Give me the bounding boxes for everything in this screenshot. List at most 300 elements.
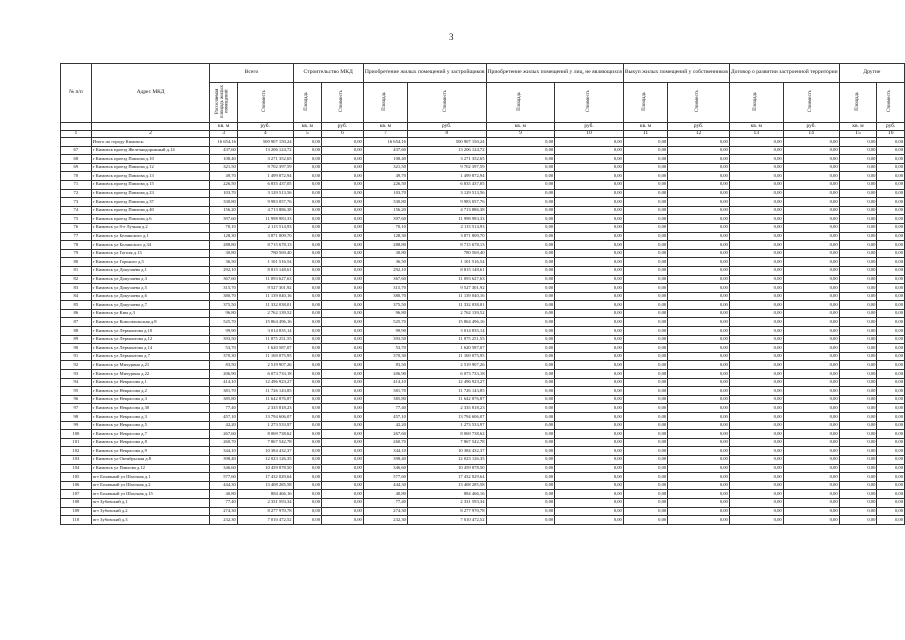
cell-n: 108 — [61, 498, 92, 507]
cell-c6: 0,00 — [322, 249, 364, 258]
cell-zero: 0,00 — [783, 275, 839, 284]
cell-zero: 0,00 — [729, 258, 783, 267]
cell-a5: 0,00 — [293, 481, 321, 490]
cell-a3: 226,50 — [210, 180, 237, 189]
cell-addr: пгт Бохавный ул Шахтная д.15 — [91, 490, 210, 499]
cell-zero: 0,00 — [668, 378, 730, 387]
cell-zero: 0,00 — [877, 498, 905, 507]
cell-zero: 0,00 — [783, 361, 839, 370]
cell-zero: 0,00 — [839, 198, 877, 207]
table-row — [61, 223, 905, 232]
header-no: № п/п — [61, 64, 92, 123]
cell-a5: 0,00 — [293, 404, 321, 413]
cell-c4: 11 332 038,01 — [237, 301, 293, 310]
column-number-row — [61, 130, 905, 138]
cell-zero: 0,00 — [729, 473, 783, 482]
cell-c4: 1 101 516,54 — [237, 258, 293, 267]
cell-zero: 0,00 — [729, 481, 783, 490]
cell-c4: 17 432 029,64 — [237, 473, 293, 482]
cell-zero: 0,00 — [839, 516, 877, 525]
cell-a3: 128,30 — [210, 232, 237, 241]
cell-n: 71 — [61, 180, 92, 189]
cell-c6: 0,00 — [322, 430, 364, 439]
cell-zero: 0,00 — [486, 498, 555, 507]
cell-zero: 0,00 — [486, 455, 555, 464]
cell-zero: 0,00 — [668, 516, 730, 525]
cell-addr: г Кимовск проезд Павлова д.12 — [91, 163, 210, 172]
cell-zero: 0,00 — [623, 155, 667, 164]
cell-zero: 0,00 — [668, 455, 730, 464]
cell-c8: 2 335 818,23 — [407, 404, 486, 413]
subheader-cost: Стоимость — [237, 83, 293, 123]
cell-zero: 0,00 — [555, 430, 624, 439]
subheader-cost: Стоимость — [783, 83, 839, 123]
cell-a7: 393,50 — [363, 335, 407, 344]
cell-c4: 2 331 593,34 — [237, 498, 293, 507]
cell-zero: 0,00 — [668, 163, 730, 172]
cell-zero: 0,00 — [729, 344, 783, 353]
cell-n: 68 — [61, 155, 92, 164]
cell-c8: 3 871 809,70 — [407, 232, 486, 241]
cell-zero: 0,00 — [839, 241, 877, 250]
cell-a3: 457,10 — [210, 413, 237, 422]
table-row — [61, 180, 905, 189]
cell-c8: 1 499 872,94 — [407, 172, 486, 181]
cell-c6: 0,00 — [322, 223, 364, 232]
cell-n: 74 — [61, 206, 92, 215]
cell-zero: 0,00 — [555, 172, 624, 181]
cell-zero: 0,00 — [555, 421, 624, 430]
cell-c8: 11 726 143,85 — [407, 387, 486, 396]
cell-c8: 15 864 496,16 — [407, 318, 486, 327]
cell-zero: 0,00 — [486, 344, 555, 353]
cell-c6: 0,00 — [322, 498, 364, 507]
cell-zero: 0,00 — [877, 327, 905, 336]
cell-zero: 0,00 — [729, 413, 783, 422]
cell-zero: 0,00 — [877, 258, 905, 267]
cell-zero: 0,00 — [623, 198, 667, 207]
cell-zero: 0,00 — [555, 223, 624, 232]
cell-c6: 0,00 — [322, 361, 364, 370]
cell-c8: 13 794 606,07 — [407, 413, 486, 422]
cell-zero: 0,00 — [555, 163, 624, 172]
cell-zero: 0,00 — [555, 206, 624, 215]
cell-zero: 0,00 — [623, 395, 667, 404]
cell-zero: 0,00 — [839, 206, 877, 215]
table-row — [61, 292, 905, 301]
cell-c6: 0,00 — [322, 344, 364, 353]
subheader-area: Площадь — [486, 83, 555, 123]
cell-a3: 156,20 — [210, 206, 237, 215]
cell-zero: 0,00 — [486, 318, 555, 327]
cell-n: 102 — [61, 447, 92, 456]
cell-zero: 0,00 — [783, 292, 839, 301]
cell-c6: 0,00 — [322, 481, 364, 490]
table-row — [61, 438, 905, 447]
cell-zero: 0,00 — [783, 507, 839, 516]
cell-zero: 0,00 — [783, 378, 839, 387]
cell-zero: 0,00 — [486, 413, 555, 422]
cell-zero: 0,00 — [623, 223, 667, 232]
column-number: 2 — [91, 130, 210, 138]
cell-c8: 7 010 472,52 — [407, 516, 486, 525]
cell-n: 78 — [61, 241, 92, 250]
cell-n: 93 — [61, 370, 92, 379]
cell-c6: 0,00 — [322, 146, 364, 155]
cell-zero: 0,00 — [623, 275, 667, 284]
cell-zero: 0,00 — [783, 266, 839, 275]
cell-c6: 0,00 — [322, 404, 364, 413]
cell-c6: 0,00 — [322, 189, 364, 198]
cell-c4: 9 527 301,92 — [237, 284, 293, 293]
cell-zero: 0,00 — [839, 146, 877, 155]
cell-zero: 0,00 — [877, 284, 905, 293]
cell-zero: 0,00 — [783, 327, 839, 336]
cell-zero: 0,00 — [555, 490, 624, 499]
cell-a5: 0,00 — [293, 241, 321, 250]
cell-c4: 11 726 143,85 — [237, 387, 293, 396]
table-row — [61, 241, 905, 250]
cell-zero: 0,00 — [783, 447, 839, 456]
table-row — [61, 352, 905, 361]
cell-zero: 0,00 — [486, 370, 555, 379]
cell-a7: 375,50 — [363, 301, 407, 310]
cell-zero: 0,00 — [839, 378, 877, 387]
cell-zero: 0,00 — [668, 370, 730, 379]
table-row — [61, 413, 905, 422]
cell-a3: 414,10 — [210, 378, 237, 387]
cell-zero: 0,00 — [668, 387, 730, 396]
unit-sqm: кв. м — [363, 123, 407, 131]
cell-c8: 1 620 587,07 — [407, 344, 486, 353]
cell-zero: 0,00 — [486, 395, 555, 404]
cell-addr: Итого по городу Кимовск: — [91, 138, 210, 147]
cell-zero: 0,00 — [729, 138, 783, 147]
cell-a7: 206,90 — [363, 370, 407, 379]
cell-n: 80 — [61, 258, 92, 267]
cell-zero: 0,00 — [729, 318, 783, 327]
cell-zero: 0,00 — [729, 266, 783, 275]
cell-zero: 0,00 — [729, 309, 783, 318]
cell-n: 79 — [61, 249, 92, 258]
cell-c4: 3 129 513,56 — [237, 189, 293, 198]
cell-zero: 0,00 — [839, 455, 877, 464]
cell-n: 82 — [61, 275, 92, 284]
cell-zero: 0,00 — [668, 498, 730, 507]
cell-zero: 0,00 — [839, 361, 877, 370]
cell-zero: 0,00 — [668, 232, 730, 241]
cell-zero: 0,00 — [668, 284, 730, 293]
table-row — [61, 473, 905, 482]
cell-c8: 4 713 886,38 — [407, 206, 486, 215]
cell-zero: 0,00 — [486, 223, 555, 232]
cell-c8: 11 169 075,95 — [407, 352, 486, 361]
unit-rub: руб. — [237, 123, 293, 131]
cell-a3: 99,90 — [210, 327, 237, 336]
cell-a7: 49,70 — [363, 172, 407, 181]
cell-zero: 0,00 — [668, 258, 730, 267]
table-row — [61, 215, 905, 224]
cell-zero: 0,00 — [877, 266, 905, 275]
cell-zero: 0,00 — [486, 352, 555, 361]
cell-a7: 36,50 — [363, 258, 407, 267]
cell-a3: 108,40 — [210, 155, 237, 164]
cell-zero: 0,00 — [623, 507, 667, 516]
cell-zero: 0,00 — [729, 301, 783, 310]
cell-n: 90 — [61, 344, 92, 353]
cell-addr: г Кимовск проезд Павлова д.37 — [91, 198, 210, 207]
cell-zero: 0,00 — [555, 258, 624, 267]
cell-zero: 0,00 — [729, 498, 783, 507]
cell-zero: 0,00 — [486, 481, 555, 490]
cell-zero: 0,00 — [486, 404, 555, 413]
cell-zero: 0,00 — [783, 413, 839, 422]
cell-c6: 0,00 — [322, 335, 364, 344]
cell-a7: 367,60 — [363, 275, 407, 284]
cell-zero: 0,00 — [877, 163, 905, 172]
header-other: Другие — [839, 64, 904, 83]
cell-zero: 0,00 — [555, 327, 624, 336]
cell-zero: 0,00 — [623, 249, 667, 258]
cell-a5: 0,00 — [293, 163, 321, 172]
cell-a7: 260,70 — [363, 438, 407, 447]
cell-c6: 0,00 — [322, 241, 364, 250]
cell-c6: 0,00 — [322, 172, 364, 181]
cell-zero: 0,00 — [729, 387, 783, 396]
cell-addr: г Кимовск ул Некрасова д.7 — [91, 430, 210, 439]
cell-zero: 0,00 — [877, 223, 905, 232]
cell-zero: 0,00 — [486, 172, 555, 181]
cell-zero: 0,00 — [555, 387, 624, 396]
cell-c4: 7 867 542,78 — [237, 438, 293, 447]
cell-a5: 0,00 — [293, 516, 321, 525]
cell-addr: г Кимовск ул Некрасова д.8 — [91, 438, 210, 447]
cell-c4: 8 277 970,78 — [237, 507, 293, 516]
cell-zero: 0,00 — [668, 395, 730, 404]
cell-n: 87 — [61, 318, 92, 327]
cell-a5: 0,00 — [293, 370, 321, 379]
cell-c4: 10 384 432,37 — [237, 447, 293, 456]
cell-zero: 0,00 — [877, 378, 905, 387]
cell-addr: пгт Бохавный ул Шахтная д.2 — [91, 481, 210, 490]
cell-addr: г Кимовск ул Комсомольская д.8 — [91, 318, 210, 327]
cell-a5: 0,00 — [293, 180, 321, 189]
cell-n: 72 — [61, 189, 92, 198]
cell-zero: 0,00 — [839, 438, 877, 447]
cell-zero: 0,00 — [668, 266, 730, 275]
cell-a7: 414,10 — [363, 378, 407, 387]
cell-c6: 0,00 — [322, 395, 364, 404]
table-row — [61, 163, 905, 172]
table-row — [61, 138, 905, 147]
cell-c4: 11 875 251,55 — [237, 335, 293, 344]
cell-zero: 0,00 — [729, 395, 783, 404]
cell-zero: 0,00 — [729, 455, 783, 464]
cell-a5: 0,00 — [293, 232, 321, 241]
cell-a7: 330,80 — [363, 198, 407, 207]
cell-zero: 0,00 — [877, 232, 905, 241]
cell-addr: г Кимовск ул Лермонтова д.10 — [91, 327, 210, 336]
cell-a3: 385,80 — [210, 395, 237, 404]
cell-zero: 0,00 — [729, 438, 783, 447]
cell-zero: 0,00 — [668, 344, 730, 353]
cell-c4: 6 835 437,05 — [237, 180, 293, 189]
table-row — [61, 249, 905, 258]
cell-a5: 0,00 — [293, 464, 321, 473]
cell-zero: 0,00 — [623, 163, 667, 172]
cell-zero: 0,00 — [623, 378, 667, 387]
units-empty — [91, 123, 210, 131]
cell-a7: 99,90 — [363, 327, 407, 336]
cell-a3: 36,50 — [210, 258, 237, 267]
cell-zero: 0,00 — [839, 327, 877, 336]
cell-zero: 0,00 — [668, 447, 730, 456]
cell-zero: 0,00 — [783, 163, 839, 172]
cell-zero: 0,00 — [555, 318, 624, 327]
cell-zero: 0,00 — [839, 309, 877, 318]
cell-c4: 4 713 886,38 — [237, 206, 293, 215]
cell-a5: 0,00 — [293, 361, 321, 370]
cell-a5: 0,00 — [293, 352, 321, 361]
cell-a5: 0,00 — [293, 507, 321, 516]
table-row — [61, 370, 905, 379]
cell-a5: 0,00 — [293, 430, 321, 439]
cell-n: 89 — [61, 335, 92, 344]
cell-zero: 0,00 — [555, 335, 624, 344]
cell-zero: 0,00 — [486, 163, 555, 172]
cell-a5: 0,00 — [293, 309, 321, 318]
cell-zero: 0,00 — [668, 189, 730, 198]
cell-c6: 0,00 — [322, 516, 364, 525]
cell-c6: 0,00 — [322, 215, 364, 224]
cell-zero: 0,00 — [877, 335, 905, 344]
cell-zero: 0,00 — [839, 232, 877, 241]
cell-a5: 0,00 — [293, 455, 321, 464]
cell-c8: 1 101 516,54 — [407, 258, 486, 267]
cell-zero: 0,00 — [668, 241, 730, 250]
cell-zero: 0,00 — [486, 198, 555, 207]
cell-zero: 0,00 — [877, 352, 905, 361]
cell-zero: 0,00 — [729, 198, 783, 207]
cell-c4: 9 702 397,59 — [237, 163, 293, 172]
cell-n: 110 — [61, 516, 92, 525]
cell-zero: 0,00 — [729, 206, 783, 215]
cell-zero: 0,00 — [783, 138, 839, 147]
cell-zero: 0,00 — [729, 490, 783, 499]
cell-c8: 11 093 627,63 — [407, 275, 486, 284]
cell-addr: г Кимовск ул Докучаева д.1 — [91, 266, 210, 275]
cell-n: 106 — [61, 481, 92, 490]
cell-zero: 0,00 — [839, 301, 877, 310]
cell-zero: 0,00 — [729, 189, 783, 198]
cell-zero: 0,00 — [668, 215, 730, 224]
table-row — [61, 266, 905, 275]
cell-zero: 0,00 — [783, 404, 839, 413]
cell-a7: 128,30 — [363, 232, 407, 241]
cell-a7: 267,60 — [363, 430, 407, 439]
cell-c6: 0,00 — [322, 438, 364, 447]
cell-c8: 3 129 513,56 — [407, 189, 486, 198]
cell-zero: 0,00 — [623, 352, 667, 361]
cell-a5: 0,00 — [293, 155, 321, 164]
cell-zero: 0,00 — [783, 395, 839, 404]
cell-c4: 2 115 514,93 — [237, 223, 293, 232]
cell-zero: 0,00 — [555, 395, 624, 404]
cell-addr: г Кимовск ул Мичурина д.21 — [91, 361, 210, 370]
cell-zero: 0,00 — [839, 352, 877, 361]
table-row — [61, 275, 905, 284]
cell-zero: 0,00 — [877, 215, 905, 224]
cell-zero: 0,00 — [623, 266, 667, 275]
cell-c8: 2 115 514,93 — [407, 223, 486, 232]
cell-zero: 0,00 — [783, 223, 839, 232]
cell-a5: 0,00 — [293, 413, 321, 422]
cell-zero: 0,00 — [486, 266, 555, 275]
cell-zero: 0,00 — [486, 241, 555, 250]
cell-zero: 0,00 — [783, 370, 839, 379]
cell-a5: 0,00 — [293, 146, 321, 155]
cell-c4: 7 010 472,52 — [237, 516, 293, 525]
cell-a5: 0,00 — [293, 447, 321, 456]
cell-a7: 232,30 — [363, 516, 407, 525]
cell-a3: 321,50 — [210, 163, 237, 172]
cell-zero: 0,00 — [839, 258, 877, 267]
cell-a7: 525,70 — [363, 318, 407, 327]
cell-zero: 0,00 — [783, 335, 839, 344]
cell-zero: 0,00 — [877, 387, 905, 396]
cell-c6: 0,00 — [322, 318, 364, 327]
cell-c8: 7 867 542,78 — [407, 438, 486, 447]
cell-c4: 1 620 587,07 — [237, 344, 293, 353]
cell-c6: 0,00 — [322, 138, 364, 147]
subheader-cost: Стоимость — [877, 83, 905, 123]
cell-zero: 0,00 — [668, 481, 730, 490]
cell-zero: 0,00 — [877, 421, 905, 430]
cell-zero: 0,00 — [555, 309, 624, 318]
units-empty — [61, 123, 92, 131]
cell-c4: 3 271 352,65 — [237, 155, 293, 164]
cell-addr: г Кимовск ул Октябрьская д.8 — [91, 455, 210, 464]
cell-zero: 0,00 — [668, 198, 730, 207]
cell-zero: 0,00 — [668, 172, 730, 181]
cell-zero: 0,00 — [839, 344, 877, 353]
cell-zero: 0,00 — [839, 404, 877, 413]
cell-zero: 0,00 — [839, 163, 877, 172]
cell-zero: 0,00 — [555, 378, 624, 387]
cell-zero: 0,00 — [729, 516, 783, 525]
cell-zero: 0,00 — [486, 292, 555, 301]
cell-zero: 0,00 — [486, 284, 555, 293]
cell-c4: 884 466,16 — [237, 490, 293, 499]
column-number: 8 — [407, 130, 486, 138]
cell-zero: 0,00 — [668, 223, 730, 232]
cell-c4: 11 998 983,33 — [237, 215, 293, 224]
cell-zero: 0,00 — [668, 438, 730, 447]
cell-n: 73 — [61, 198, 92, 207]
table-row — [61, 189, 905, 198]
unit-sqm: кв. м — [210, 123, 237, 131]
cell-a7: 53,70 — [363, 344, 407, 353]
cell-n: 96 — [61, 395, 92, 404]
cell-zero: 0,00 — [877, 301, 905, 310]
cell-zero: 0,00 — [623, 455, 667, 464]
cell-zero: 0,00 — [555, 361, 624, 370]
cell-c4: 11 139 040,16 — [237, 292, 293, 301]
cell-n: 105 — [61, 473, 92, 482]
cell-zero: 0,00 — [783, 258, 839, 267]
cell-c4: 8 069 738,62 — [237, 430, 293, 439]
cell-a7: 77,40 — [363, 498, 407, 507]
